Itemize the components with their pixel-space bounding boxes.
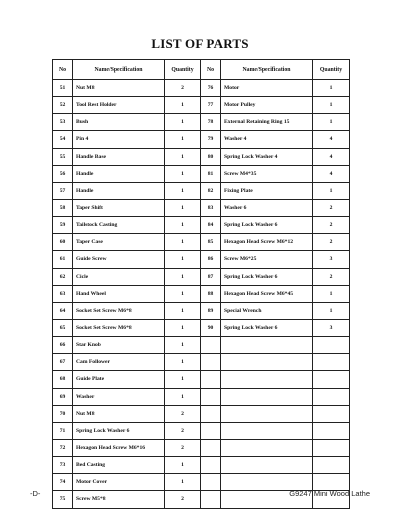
part-name-cell: Bush (73, 114, 165, 131)
part-number-cell: 61 (53, 251, 73, 268)
part-number-cell: 73 (53, 457, 73, 474)
part-name-cell: Washer 6 (221, 199, 313, 216)
part-quantity-cell (313, 405, 350, 422)
part-quantity-cell: 1 (165, 457, 201, 474)
table-row (53, 319, 350, 336)
part-quantity-cell: 1 (165, 388, 201, 405)
header-quantity-left: Quantity (165, 60, 201, 80)
part-name-cell: Screw M5*8 (73, 491, 165, 508)
part-name-cell: Motor Pulley (221, 97, 313, 114)
part-name-cell (221, 371, 313, 388)
part-number-cell: 67 (53, 354, 73, 371)
part-name-cell: Guide Screw (73, 251, 165, 268)
part-name-cell: Motor Cover (73, 474, 165, 491)
part-name-cell: Fixing Plate (221, 182, 313, 199)
part-quantity-cell: 1 (165, 354, 201, 371)
part-name-cell: Cicle (73, 268, 165, 285)
table-row (53, 439, 350, 456)
part-quantity-cell: 1 (165, 217, 201, 234)
part-quantity-cell: 1 (165, 285, 201, 302)
part-quantity-cell: 1 (165, 319, 201, 336)
part-number-cell (201, 388, 221, 405)
table-row (53, 217, 350, 234)
table-row (53, 302, 350, 319)
part-number-cell: 80 (201, 148, 221, 165)
part-number-cell: 56 (53, 165, 73, 182)
part-number-cell: 89 (201, 302, 221, 319)
table-row (53, 268, 350, 285)
part-number-cell: 57 (53, 182, 73, 199)
document-name: G9247 Mini Wood Lathe (289, 489, 370, 498)
part-quantity-cell: 1 (313, 285, 350, 302)
part-name-cell: Screw M4*35 (221, 165, 313, 182)
part-number-cell: 53 (53, 114, 73, 131)
part-number-cell: 68 (53, 371, 73, 388)
table-row (53, 165, 350, 182)
part-quantity-cell: 4 (313, 131, 350, 148)
part-quantity-cell (313, 388, 350, 405)
part-name-cell (221, 422, 313, 439)
part-number-cell: 51 (53, 80, 73, 97)
part-name-cell: Socket Set Screw M6*8 (73, 302, 165, 319)
part-name-cell (221, 457, 313, 474)
table-row (53, 199, 350, 216)
part-name-cell: Special Wrench (221, 302, 313, 319)
table-row (53, 234, 350, 251)
part-quantity-cell: 2 (313, 199, 350, 216)
part-number-cell: 63 (53, 285, 73, 302)
part-quantity-cell: 1 (165, 148, 201, 165)
table-row (53, 371, 350, 388)
part-quantity-cell: 1 (313, 97, 350, 114)
part-name-cell: Cam Follower (73, 354, 165, 371)
header-no-right: No (201, 60, 221, 80)
part-quantity-cell: 1 (313, 114, 350, 131)
part-name-cell: Tool Rest Holder (73, 97, 165, 114)
part-quantity-cell: 1 (165, 182, 201, 199)
part-number-cell: 81 (201, 165, 221, 182)
part-number-cell: 58 (53, 199, 73, 216)
part-name-cell: Tailstock Casting (73, 217, 165, 234)
part-name-cell: Spring Lock Washer 6 (221, 319, 313, 336)
part-quantity-cell: 2 (165, 422, 201, 439)
part-number-cell: 74 (53, 474, 73, 491)
table-row (53, 354, 350, 371)
part-number-cell (201, 405, 221, 422)
part-quantity-cell: 1 (165, 199, 201, 216)
part-name-cell: Pin 4 (73, 131, 165, 148)
part-number-cell: 66 (53, 337, 73, 354)
part-number-cell: 86 (201, 251, 221, 268)
part-name-cell: Screw M6*25 (221, 251, 313, 268)
part-name-cell: Spring Lock Washer 6 (221, 217, 313, 234)
header-no-left: No (53, 60, 73, 80)
part-name-cell: Washer 4 (221, 131, 313, 148)
part-quantity-cell: 2 (165, 439, 201, 456)
part-quantity-cell: 4 (313, 165, 350, 182)
part-number-cell: 87 (201, 268, 221, 285)
part-number-cell: 88 (201, 285, 221, 302)
part-number-cell: 90 (201, 319, 221, 336)
part-name-cell: Star Knob (73, 337, 165, 354)
part-number-cell: 85 (201, 234, 221, 251)
table-row (53, 285, 350, 302)
part-number-cell: 59 (53, 217, 73, 234)
part-number-cell: 76 (201, 80, 221, 97)
part-quantity-cell: 2 (165, 491, 201, 508)
table-row (53, 182, 350, 199)
part-name-cell: Spring Lock Washer 4 (221, 148, 313, 165)
header-name-right: Name/Specification (221, 60, 313, 80)
part-name-cell (221, 388, 313, 405)
part-quantity-cell: 4 (313, 148, 350, 165)
part-quantity-cell: 1 (313, 182, 350, 199)
part-name-cell: Guide Plate (73, 371, 165, 388)
part-number-cell: 64 (53, 302, 73, 319)
part-name-cell: Hexagon Head Screw M6*12 (221, 234, 313, 251)
part-number-cell: 83 (201, 199, 221, 216)
part-quantity-cell: 1 (165, 234, 201, 251)
part-number-cell: 69 (53, 388, 73, 405)
table-row (53, 422, 350, 439)
part-number-cell (201, 354, 221, 371)
page-number: -D- (30, 489, 41, 498)
header-quantity-right: Quantity (313, 60, 350, 80)
part-number-cell (201, 422, 221, 439)
part-number-cell: 55 (53, 148, 73, 165)
part-number-cell: 52 (53, 97, 73, 114)
table-row (53, 114, 350, 131)
table-row (53, 97, 350, 114)
part-quantity-cell: 1 (165, 131, 201, 148)
table-row (53, 148, 350, 165)
part-number-cell: 78 (201, 114, 221, 131)
part-quantity-cell: 1 (313, 302, 350, 319)
part-number-cell: 54 (53, 131, 73, 148)
part-name-cell: Hexagon Head Screw M6*45 (221, 285, 313, 302)
part-number-cell: 84 (201, 217, 221, 234)
part-number-cell (201, 439, 221, 456)
table-row (53, 80, 350, 97)
table-row (53, 405, 350, 422)
part-quantity-cell: 1 (313, 80, 350, 97)
part-quantity-cell: 3 (313, 319, 350, 336)
table-row (53, 337, 350, 354)
page-title: LIST OF PARTS (151, 36, 249, 51)
part-quantity-cell: 1 (165, 474, 201, 491)
table-row (53, 131, 350, 148)
part-name-cell: Nut M8 (73, 80, 165, 97)
part-quantity-cell: 1 (165, 371, 201, 388)
part-name-cell (221, 439, 313, 456)
part-name-cell: Hand Wheel (73, 285, 165, 302)
part-quantity-cell: 1 (165, 97, 201, 114)
part-name-cell: Hexagon Head Screw M6*16 (73, 439, 165, 456)
part-quantity-cell: 1 (165, 302, 201, 319)
part-number-cell: 72 (53, 439, 73, 456)
part-quantity-cell (313, 354, 350, 371)
part-name-cell: Handle (73, 165, 165, 182)
part-quantity-cell: 2 (165, 405, 201, 422)
table-row (53, 388, 350, 405)
part-name-cell (221, 354, 313, 371)
part-number-cell (201, 457, 221, 474)
part-quantity-cell (313, 371, 350, 388)
part-number-cell (201, 491, 221, 508)
table-row (53, 251, 350, 268)
part-number-cell: 79 (201, 131, 221, 148)
part-name-cell: Taper Case (73, 234, 165, 251)
part-name-cell: External Retaining Ring 15 (221, 114, 313, 131)
part-name-cell: Washer (73, 388, 165, 405)
part-quantity-cell (313, 422, 350, 439)
table-row (53, 457, 350, 474)
parts-table (52, 59, 350, 509)
part-name-cell: Taper Shift (73, 199, 165, 216)
part-name-cell: Nut M8 (73, 405, 165, 422)
part-number-cell: 82 (201, 182, 221, 199)
part-quantity-cell: 1 (165, 268, 201, 285)
part-name-cell (221, 405, 313, 422)
part-name-cell: Bed Casting (73, 457, 165, 474)
part-quantity-cell: 1 (165, 114, 201, 131)
part-quantity-cell: 3 (313, 251, 350, 268)
part-number-cell: 65 (53, 319, 73, 336)
part-quantity-cell: 2 (165, 80, 201, 97)
part-number-cell: 60 (53, 234, 73, 251)
part-number-cell: 71 (53, 422, 73, 439)
part-name-cell: Socket Set Screw M6*8 (73, 319, 165, 336)
header-name-left: Name/Specification (73, 60, 165, 80)
part-name-cell: Spring Lock Washer 6 (73, 422, 165, 439)
part-number-cell: 70 (53, 405, 73, 422)
part-name-cell: Spring Lock Washer 6 (221, 268, 313, 285)
part-number-cell (201, 474, 221, 491)
part-quantity-cell: 2 (313, 234, 350, 251)
part-name-cell (221, 337, 313, 354)
part-quantity-cell: 1 (165, 165, 201, 182)
part-quantity-cell: 2 (313, 268, 350, 285)
part-quantity-cell: 2 (313, 217, 350, 234)
table-header-row (53, 60, 350, 80)
part-name-cell: Handle Base (73, 148, 165, 165)
part-number-cell: 62 (53, 268, 73, 285)
part-quantity-cell: 1 (165, 337, 201, 354)
part-number-cell: 77 (201, 97, 221, 114)
part-name-cell: Handle (73, 182, 165, 199)
parts-table-body (53, 80, 350, 509)
part-quantity-cell (313, 457, 350, 474)
part-number-cell (201, 337, 221, 354)
part-number-cell (201, 371, 221, 388)
part-quantity-cell: 1 (165, 251, 201, 268)
part-quantity-cell (313, 337, 350, 354)
part-number-cell: 75 (53, 491, 73, 508)
part-quantity-cell (313, 439, 350, 456)
part-name-cell: Motor (221, 80, 313, 97)
